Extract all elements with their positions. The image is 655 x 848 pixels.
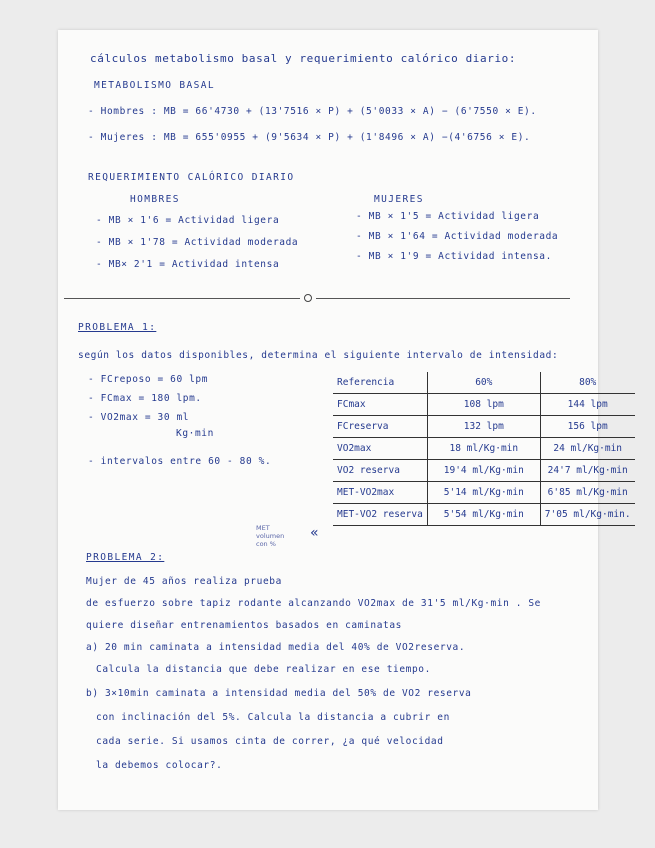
table-cell: FCreserva bbox=[333, 416, 427, 438]
table-header-cell: 60% bbox=[427, 372, 540, 394]
problema2-line: quiere diseñar entrenamientos basados en caminatas bbox=[86, 620, 402, 631]
arrow-left-icon: « bbox=[310, 525, 319, 541]
table-cell: 18 ml/Kg·min bbox=[427, 438, 540, 460]
problema1-heading: PROBLEMA 1: bbox=[78, 322, 157, 333]
hombres-label: HOMBRES bbox=[130, 194, 180, 205]
divider-circle bbox=[304, 294, 312, 302]
intensity-table bbox=[333, 372, 635, 526]
table-cell: FCmax bbox=[333, 394, 427, 416]
hombres-item: - MB × 1'78 = Actividad moderada bbox=[96, 237, 299, 248]
mujeres-item: - MB × 1'9 = Actividad intensa. bbox=[356, 251, 552, 262]
table-cell: 7'05 ml/Kg·min. bbox=[540, 504, 634, 526]
table-cell: 156 lpm bbox=[540, 416, 634, 438]
table-header-cell: 80% bbox=[540, 372, 634, 394]
problema2-line: Calcula la distancia que debe realizar en ese tiempo. bbox=[96, 664, 431, 675]
dato-fcmax: - FCmax = 180 lpm. bbox=[88, 393, 202, 404]
table-cell: 144 lpm bbox=[540, 394, 634, 416]
note-line: volumen bbox=[256, 532, 285, 540]
mujeres-item: - MB × 1'64 = Actividad moderada bbox=[356, 231, 559, 242]
problema2-line: cada serie. Si usamos cinta de correr, ¿a qué velocidad bbox=[96, 736, 444, 747]
table-cell: 19'4 ml/Kg·min bbox=[427, 460, 540, 482]
table-cell: 6'85 ml/Kg·min bbox=[540, 482, 634, 504]
margin-note bbox=[256, 524, 284, 548]
table-row bbox=[333, 460, 635, 482]
table-cell: 24'7 ml/Kg·min bbox=[540, 460, 634, 482]
table-cell: 5'14 ml/Kg·min bbox=[427, 482, 540, 504]
dato-vo2max-unit: Kg·min bbox=[176, 428, 214, 439]
table-row bbox=[333, 394, 635, 416]
table-cell: MET-VO2 reserva bbox=[333, 504, 427, 526]
problema2-line: la debemos colocar?. bbox=[96, 760, 223, 771]
problema2-line: de esfuerzo sobre tapiz rodante alcanzando VO2max de 31'5 ml/Kg·min . Se bbox=[86, 598, 542, 609]
dato-vo2max: - VO2max = 30 ml bbox=[88, 412, 190, 423]
dato-intervalos: - intervalos entre 60 - 80 %. bbox=[88, 456, 272, 467]
problema2-line: con inclinación del 5%. Calcula la distancia a cubrir en bbox=[96, 712, 450, 723]
table-cell: 24 ml/Kg·min bbox=[540, 438, 634, 460]
table-header-row bbox=[333, 372, 635, 394]
hombres-item: - MB× 2'1 = Actividad intensa bbox=[96, 259, 280, 270]
problema2-heading: PROBLEMA 2: bbox=[86, 552, 165, 563]
table-row bbox=[333, 482, 635, 504]
table-cell: VO2max bbox=[333, 438, 427, 460]
divider-left bbox=[64, 298, 300, 299]
table-row bbox=[333, 504, 635, 526]
problema2-line: b) 3×10min caminata a intensidad media del 50% de VO2 reserva bbox=[86, 688, 472, 699]
table-row bbox=[333, 416, 635, 438]
note-line: con % bbox=[256, 540, 276, 548]
requerimiento-heading: REQUERIMIENTO CALÓRICO DIARIO bbox=[88, 172, 295, 183]
table-cell: MET-VO2max bbox=[333, 482, 427, 504]
problema2-line: a) 20 min caminata a intensidad media del 40% de VO2reserva. bbox=[86, 642, 466, 653]
formula-hombres: - Hombres : MB = 66'4730 + (13'7516 × P) + (5'0033 × A) − (6'7550 × E). bbox=[88, 106, 537, 117]
divider-right bbox=[316, 298, 570, 299]
mujeres-item: - MB × 1'5 = Actividad ligera bbox=[356, 211, 540, 222]
basal-heading: METABOLISMO BASAL bbox=[94, 80, 216, 91]
note-line: MET bbox=[256, 524, 270, 532]
hombres-item: - MB × 1'6 = Actividad ligera bbox=[96, 215, 280, 226]
table-cell: 132 lpm bbox=[427, 416, 540, 438]
table-cell: 5'54 ml/Kg·min bbox=[427, 504, 540, 526]
problema2-line: Mujer de 45 años realiza prueba bbox=[86, 576, 282, 587]
table-cell: VO2 reserva bbox=[333, 460, 427, 482]
dato-fcreposo: - FCreposo = 60 lpm bbox=[88, 374, 209, 385]
formula-mujeres: - Mujeres : MB = 655'0955 + (9'5634 × P) + (1'8496 × A) −(4'6756 × E). bbox=[88, 132, 531, 143]
table-header-cell: Referencia bbox=[333, 372, 427, 394]
mujeres-label: MUJERES bbox=[374, 194, 424, 205]
page-title: cálculos metabolismo basal y requerimiento calórico diario: bbox=[90, 52, 517, 65]
table-row bbox=[333, 438, 635, 460]
table-cell: 108 lpm bbox=[427, 394, 540, 416]
problema1-intro: según los datos disponibles, determina el siguiente intervalo de intensidad: bbox=[78, 350, 559, 361]
